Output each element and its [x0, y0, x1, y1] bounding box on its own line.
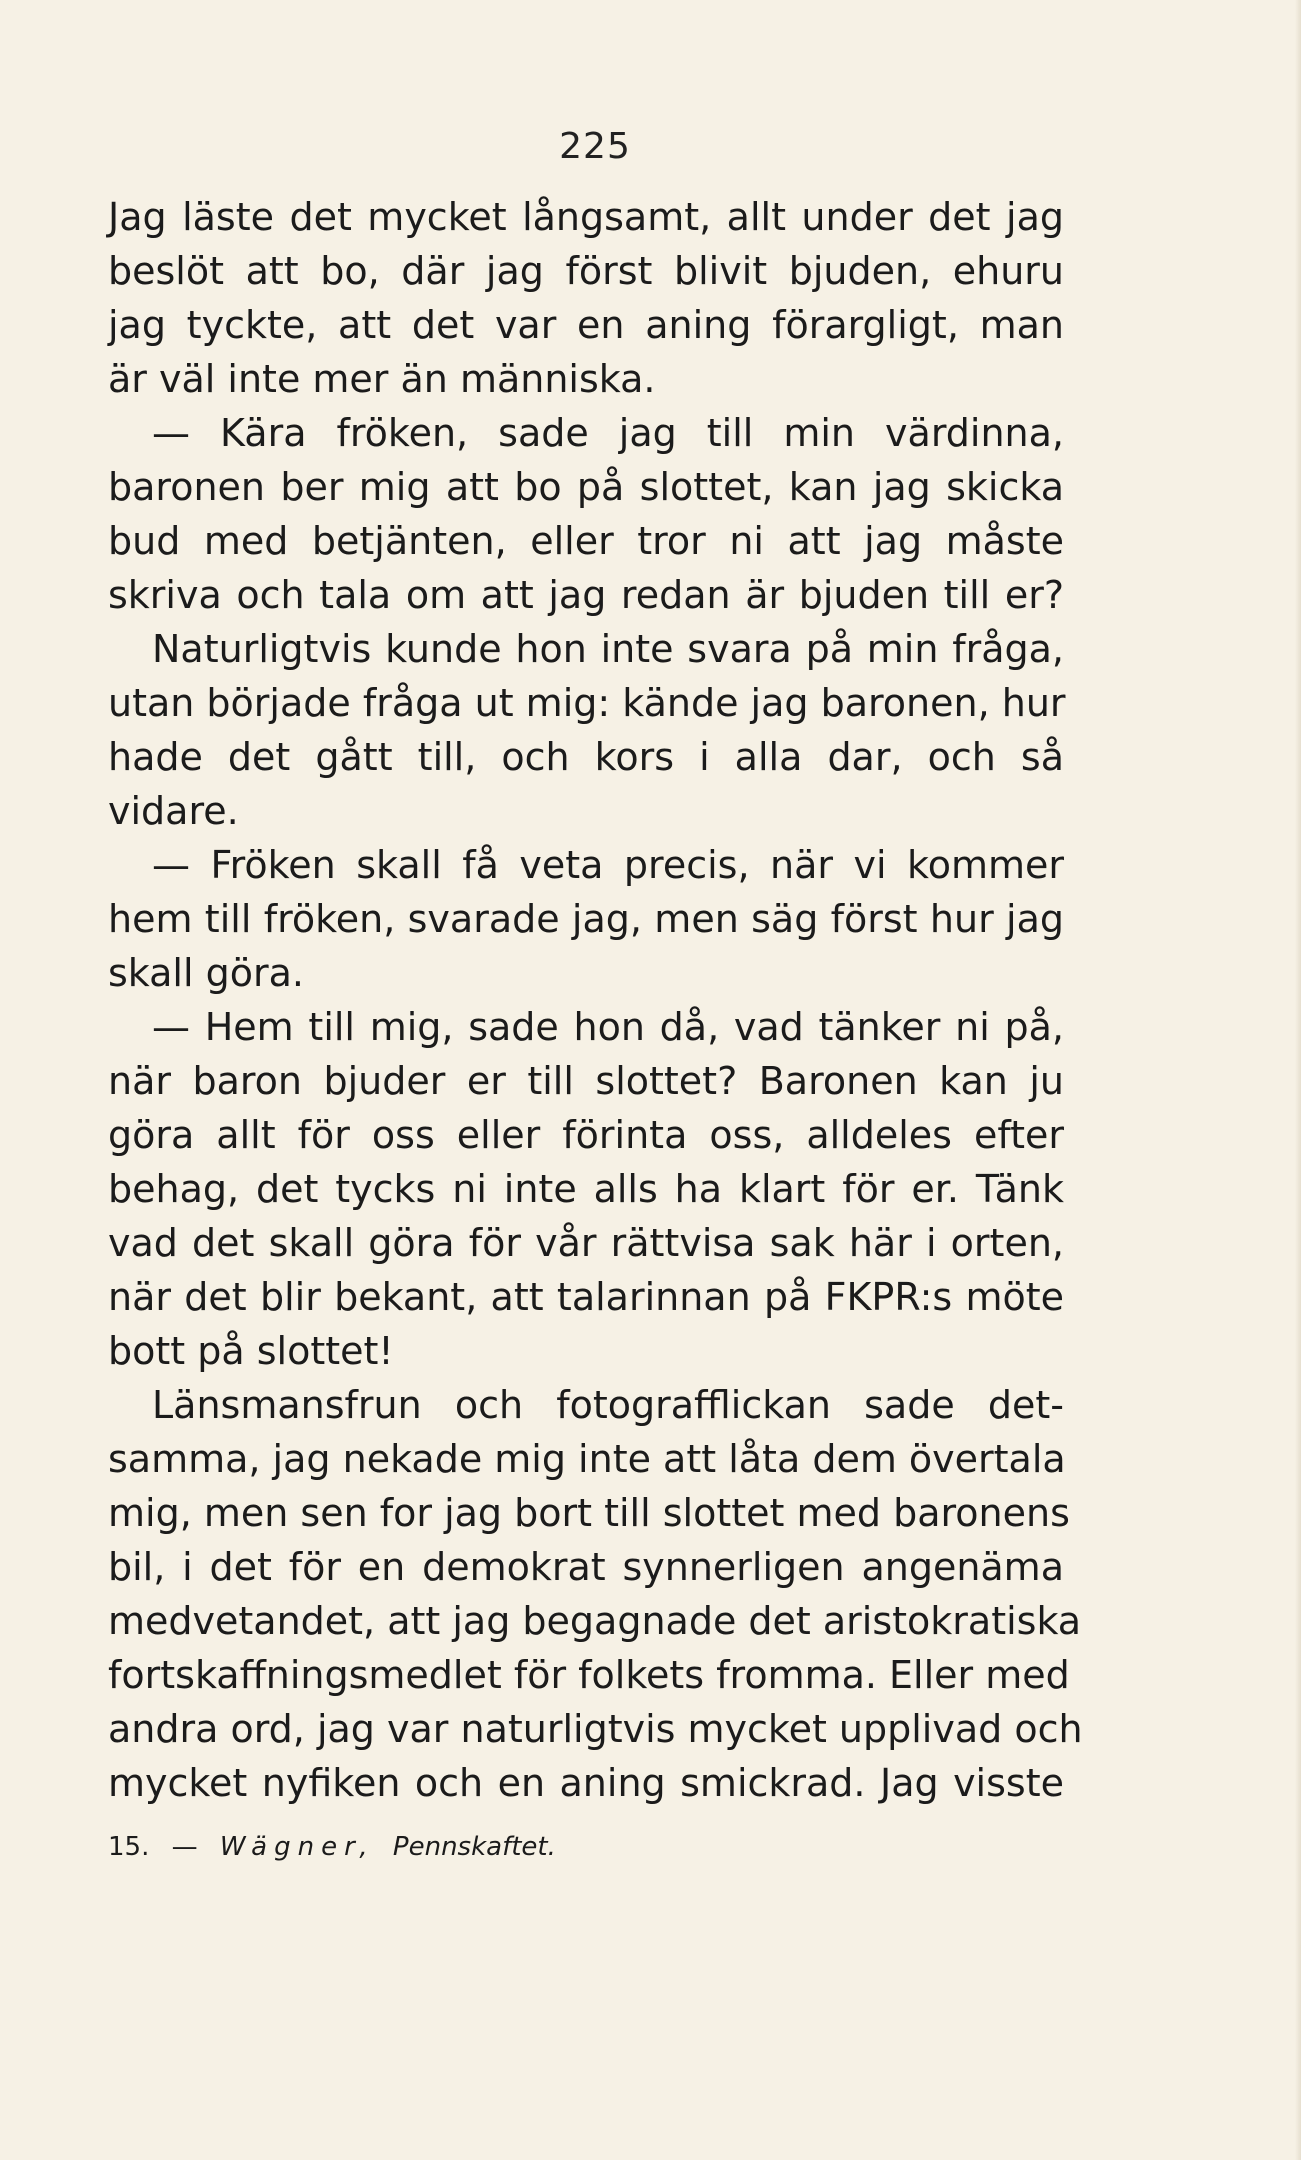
text-line: — Hem till mig, sade hon då, vad tänker ni på, [152, 1005, 1064, 1049]
text-line: hade det gått till, och kors i alla dar, och så [108, 735, 1064, 779]
body-text [108, 190, 1083, 1810]
text-line: vad det skall göra för vår rättvisa sak här i orten, [108, 1221, 1064, 1265]
signature-footer [108, 1832, 556, 1862]
text-line: Länsmansfrun och fotografflickan sade det- [152, 1383, 1064, 1427]
text-line: medvetandet, att jag begagnade det aristokratiska [108, 1599, 1082, 1643]
text-line: skall göra. [108, 951, 304, 995]
text-line: hem till fröken, svarade jag, men säg först hur jag [108, 897, 1064, 941]
text-line: bud med betjänten, eller tror ni att jag måste [108, 519, 1064, 563]
text-line: — Kära fröken, sade jag till min värdinna, [152, 411, 1064, 455]
text-line: — Fröken skall få veta precis, när vi kommer [152, 843, 1064, 887]
signature-mark: 15. [108, 1832, 150, 1862]
text-line: beslöt att bo, där jag först blivit bjuden, ehuru [108, 249, 1064, 293]
text-line: bott på slottet! [108, 1329, 394, 1373]
page-number: 225 [559, 126, 631, 167]
text-line: mig, men sen for jag bort till slottet med baronens [108, 1491, 1070, 1535]
text-line: vidare. [108, 789, 239, 833]
footer-dash: — [171, 1832, 198, 1862]
text-line: skriva och tala om att jag redan är bjuden till er? [108, 573, 1064, 617]
text-line: baronen ber mig att bo på slottet, kan jag skicka [108, 465, 1064, 509]
text-line: mycket nyfiken och en aning smickrad. Jag visste [108, 1761, 1064, 1805]
text-line: utan började fråga ut mig: kände jag baronen, hur [108, 681, 1066, 725]
page-edge [1295, 0, 1301, 2160]
footer-book-title: Pennskaftet. [392, 1832, 556, 1862]
text-line: fortskaffningsmedlet för folkets fromma. Eller med [108, 1653, 1070, 1697]
text-line: bil, i det för en demokrat synnerligen angenäma [108, 1545, 1064, 1589]
text-line: när det blir bekant, att talarinnan på FKPR:s möte [108, 1275, 1064, 1319]
text-line: Jag läste det mycket långsamt, allt under det jag [108, 195, 1064, 239]
text-line: när baron bjuder er till slottet? Baronen kan ju [108, 1059, 1064, 1103]
footer-author: Wägner, [219, 1832, 375, 1862]
text-line: samma, jag nekade mig inte att låta dem övertala [108, 1437, 1066, 1481]
text-line: är väl inte mer än människa. [108, 357, 656, 401]
text-line: göra allt för oss eller förinta oss, alldeles efter [108, 1113, 1064, 1157]
text-line: jag tyckte, att det var en aning förargligt, man [108, 303, 1064, 347]
text-line: Naturligtvis kunde hon inte svara på min fråga, [152, 627, 1064, 671]
text-line: behag, det tycks ni inte alls ha klart för er. Tänk [108, 1167, 1064, 1211]
text-line: andra ord, jag var naturligtvis mycket upplivad och [108, 1707, 1083, 1751]
